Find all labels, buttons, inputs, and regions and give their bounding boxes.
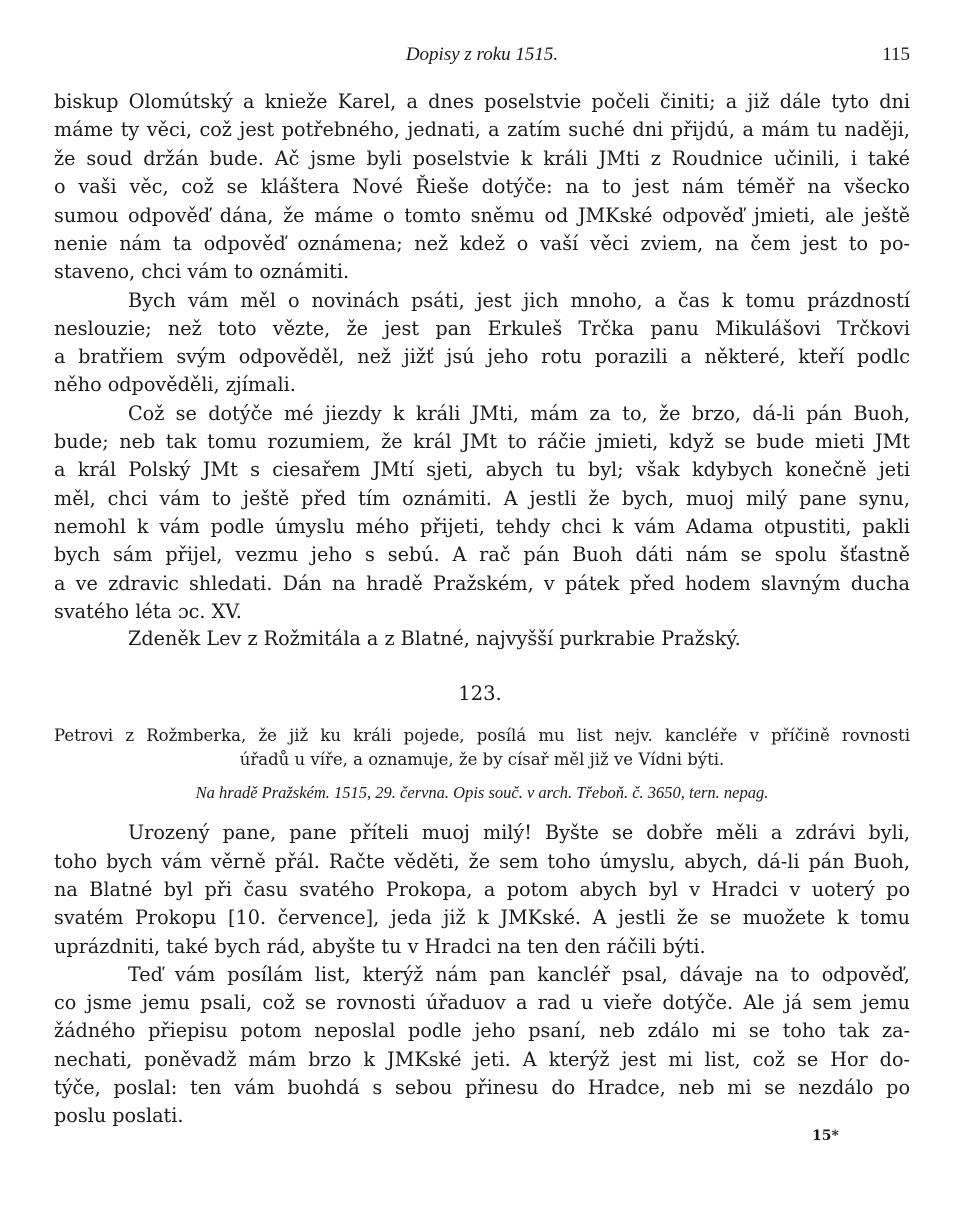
summary-line: Petrovi z Rožmberka, že již ku králi pojede, posílá mu list nejv. kancléře v příčině rovnosti	[54, 726, 910, 745]
signature-mark: 15*	[812, 1128, 839, 1144]
text-line: bude; neb tak tomu rozumiem, že král JMt to ráčie jmieti, když se bude mieti JMt	[54, 430, 910, 453]
text-line: neslouzie; než toto vězte, že jest pan Erkuleš Trčka panu Mikulášovi Trčkovi	[54, 317, 910, 340]
text-line: staveno, chci vám to oznámiti.	[54, 260, 350, 283]
text-line: a ve zdravic shledati. Dán na hradě Pražském, v pátek před hodem slavným ducha	[54, 572, 910, 595]
text-line: biskup Olomútský a knieže Karel, a dnes poselstvie počeli činiti; a již dále tyto dni	[54, 90, 910, 113]
text-line: Teď vám posílám list, kterýž nám pan kancléř psal, dávaje na to odpověď,	[128, 963, 910, 986]
text-line: Což se dotýče mé jiezdy k králi JMti, mám za to, že brzo, dá-li pán Buoh,	[128, 402, 910, 425]
page-header	[54, 44, 910, 70]
text-line: svatého léta ɔc. XV.	[54, 600, 242, 623]
text-line: sumou odpověď dána, že máme o tomto sněmu od JMKské odpověď jmieti, ale ještě	[54, 204, 910, 227]
text-line: žádného přiepisu potom neposlal podle jeho psaní, neb zdálo mi se toho tak za-	[54, 1019, 910, 1042]
text-line: Bych vám měl o novinách psáti, jest jich mnoho, a čas k tomu prázdností	[128, 289, 910, 312]
text-line: svatém Prokopu [10. července], jeda již k JMKské. A jestli že se muožete k tomu	[54, 906, 910, 929]
text-line: co jsme jemu psali, což se rovnosti úřaduov a rad u vieře dotýče. Ale já sem jemu	[54, 991, 910, 1014]
text-line: Urozený pane, pane příteli muoj milý! Byšte se dobře měli a zdrávi byli,	[128, 821, 910, 844]
text-line: poslu poslati.	[54, 1104, 184, 1127]
text-line: že soud držán bude. Ač jsme byli poselstvie k králi JMti z Roudnice učinili, i také	[54, 147, 910, 170]
text-line: týče, poslal: ten vám buohdá s sebou přinesu do Hradce, neb mi se nezdálo po	[54, 1076, 910, 1099]
text-line: nemohl k vám podle úmyslu mého přijeti, tehdy chci k vám Adama otpustiti, pakli	[54, 515, 910, 538]
summary-line: úřadů u víře, a oznamuje, že by císař měl již ve Vídni býti.	[239, 750, 725, 769]
text-line: něho odpověděli, zjímali.	[54, 373, 296, 396]
text-line: na Blatné byl při času svatého Prokopa, a potom abych byl v Hradci v uoterý po	[54, 878, 910, 901]
page-number: 115	[882, 44, 910, 65]
text-line: měl, chci vám to ještě před tím oznámiti. A jestli že bych, muoj milý pane synu,	[54, 487, 910, 510]
text-line: a bratřiem svým odpověděl, než jižť jsú jeho rotu porazili a některé, kteří podlc	[54, 345, 910, 368]
text-line: a král Polský JMt s ciesařem JMtí sjeti, abych tu byl; však kdybych konečně jeti	[54, 458, 910, 481]
text-line: toho bych vám věrně přál. Račte věděti, že sem toho úmyslu, abych, dá-li pán Buoh,	[54, 850, 910, 873]
running-title: Dopisy z roku 1515.	[405, 44, 559, 65]
text-line: uprázdniti, také bych rád, abyšte tu v Hradci na ten den ráčili býti.	[54, 935, 706, 958]
signature: Zdeněk Lev z Rožmitála a z Blatné, najvyšší purkrabie Pražský.	[128, 627, 741, 650]
text-line: nenie nám ta odpověď oznámena; než kdež o vaší věci zviem, na čem jest to po-	[54, 232, 910, 255]
text-line: nechati, poněvadž mám brzo k JMKské jeti. A kterýž jest mi list, což se Hor do-	[54, 1048, 910, 1071]
text-line: máme ty věci, což jest potřebného, jednati, a zatím suché dni přijdú, a mám tu naději,	[54, 118, 910, 141]
text-line: o vaši věc, což se kláštera Nové Řieše dotýče: na to jest nám téměř na všecko	[54, 175, 910, 198]
source-note: Na hradě Pražském. 1515, 29. června. Opis souč. v arch. Třeboň. č. 3650, tern. nepag.	[195, 783, 769, 802]
document-number: 123.	[458, 682, 502, 705]
text-line: bych sám přijel, vezmu jeho s sebú. A rač pán Buoh dáti nám se spolu šťastně	[54, 543, 910, 566]
